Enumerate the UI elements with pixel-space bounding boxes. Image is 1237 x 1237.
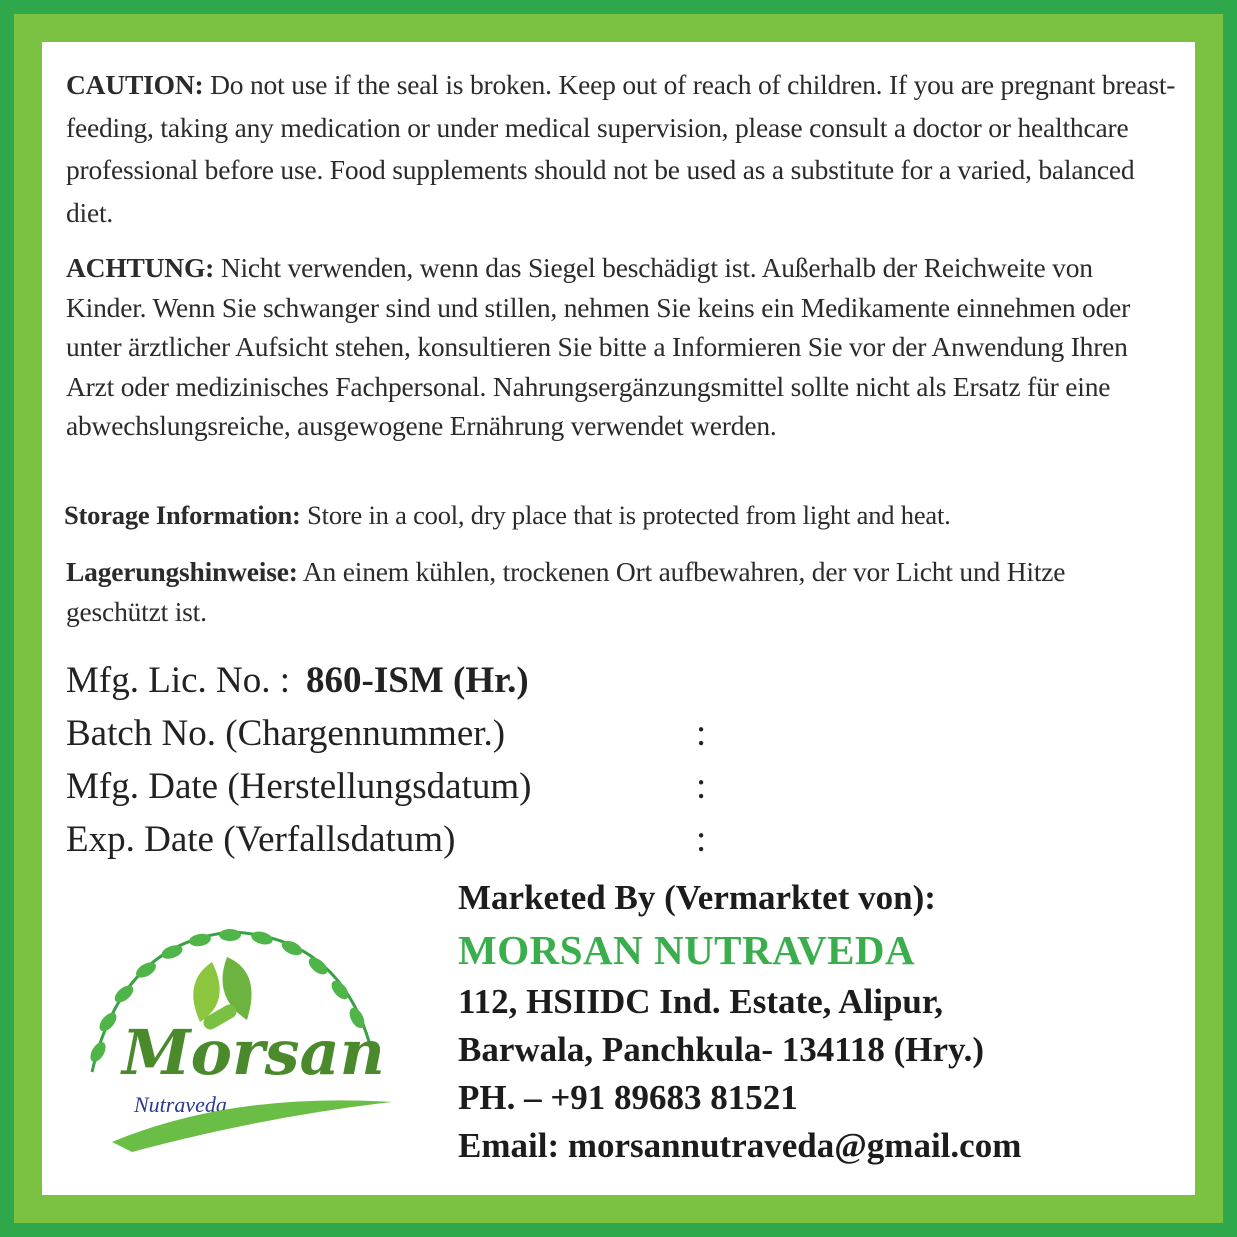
caution-label: CAUTION: bbox=[66, 69, 204, 100]
phone: PH. – +91 89683 81521 bbox=[458, 1078, 798, 1117]
logo-subtitle: Nutraveda bbox=[134, 1092, 227, 1117]
storage-label: Storage Information: bbox=[64, 500, 301, 530]
mfg-lic-value: 860-ISM (Hr.) bbox=[306, 660, 529, 701]
address-line2: Barwala, Panchkula- 134118 (Hry.) bbox=[458, 1030, 984, 1069]
batch-row bbox=[66, 712, 766, 755]
lagerung-label: Lagerungshinweise: bbox=[66, 556, 298, 587]
achtung-label: ACHTUNG: bbox=[66, 252, 215, 283]
email: Email: morsannutraveda@gmail.com bbox=[458, 1126, 1022, 1165]
company-name: MORSAN NUTRAVEDA bbox=[458, 927, 916, 973]
batch-colon: : bbox=[696, 713, 707, 754]
label-panel bbox=[42, 42, 1195, 1195]
exp-date-colon: : bbox=[696, 819, 707, 860]
lagerung-paragraph bbox=[66, 552, 1136, 631]
exp-date-row bbox=[66, 818, 766, 861]
mfg-lic-row bbox=[66, 659, 529, 702]
address-line1: 112, HSIIDC Ind. Estate, Alipur, bbox=[458, 982, 943, 1021]
batch-label: Batch No. (Chargennummer.) bbox=[66, 713, 506, 754]
exp-date-label: Exp. Date (Verfallsdatum) bbox=[66, 819, 456, 860]
achtung-text: Nicht verwenden, wenn das Siegel beschädigt ist. Außerhalb der Reichweite von Kinder. Wenn Sie schwanger sind und stillen, nehmen Sie keins ein Medikamente einnehmen oder unter ärztlicher Aufsicht stehen, konsultieren Sie bitte a Informieren Sie vor der Anwendung Ihren Arzt oder medizinisches Fachpersonal. Nahrungsergänzungsmittel sollte nicht als Ersatz für eine abwechslungsreiche, ausgewogene Ernährung verwendet werden. bbox=[66, 252, 1131, 441]
caution-text: Do not use if the seal is broken. Keep out of reach of children. If you are pregnant breast-feeding, taking any medication or under medical supervision, please consult a doctor or healthcare professional before use. Food supplements should not be used as a substitute for a varied, balanced diet. bbox=[66, 69, 1176, 228]
mfg-date-row bbox=[66, 765, 766, 808]
achtung-paragraph bbox=[66, 248, 1146, 446]
storage-text: Store in a cool, dry place that is protected from light and heat. bbox=[307, 500, 951, 530]
mfg-date-colon: : bbox=[696, 766, 707, 807]
mfg-date-label: Mfg. Date (Herstellungsdatum) bbox=[66, 766, 532, 807]
caution-paragraph bbox=[66, 64, 1176, 234]
logo-wordmark: Morsan bbox=[122, 1016, 385, 1089]
lagerung-text: An einem kühlen, trockenen Ort aufbewahren, der vor Licht und Hitze geschützt ist. bbox=[66, 556, 1066, 627]
mfg-lic-label: Mfg. Lic. No. : bbox=[66, 660, 291, 701]
morsan-logo bbox=[62, 902, 402, 1162]
marketed-by-heading: Marketed By (Vermarktet von): bbox=[458, 878, 936, 917]
storage-paragraph bbox=[64, 494, 1184, 537]
